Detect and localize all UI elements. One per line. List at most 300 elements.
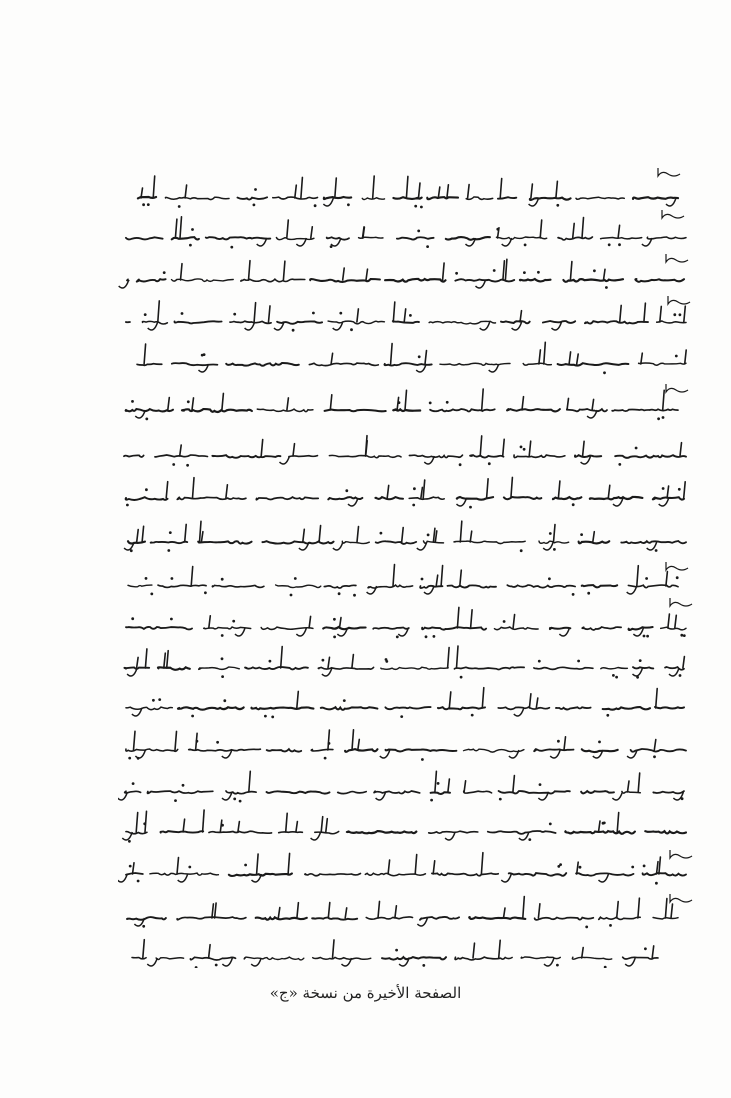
letter-stroke	[582, 218, 584, 238]
letter-stroke	[415, 855, 417, 874]
handwritten-word	[365, 873, 425, 875]
diacritic-dot	[657, 417, 660, 420]
handwritten-word	[446, 237, 490, 240]
letter-stroke	[638, 773, 640, 792]
letter-stroke	[436, 575, 438, 586]
diacritic-dot	[639, 659, 642, 662]
letter-stroke	[328, 730, 330, 750]
handwritten-word	[155, 455, 208, 457]
letter-stroke	[201, 532, 203, 542]
handwritten-word	[142, 321, 167, 324]
handwritten-word	[633, 197, 678, 199]
handwritten-word	[509, 873, 566, 876]
handwritten-word	[504, 497, 541, 499]
diacritic-dot	[644, 947, 647, 950]
handwritten-word	[226, 791, 256, 794]
letter-stroke	[529, 441, 531, 456]
letter-stroke	[663, 390, 665, 410]
letter-stroke	[269, 306, 271, 322]
letter-stroke	[433, 861, 435, 874]
letter-stroke	[577, 354, 579, 364]
handwritten-word	[558, 363, 629, 365]
diacritic-dot	[557, 740, 560, 743]
handwritten-word	[311, 749, 333, 751]
handwritten-word	[257, 409, 313, 412]
letter-stroke	[288, 853, 290, 874]
letter-stroke	[295, 185, 297, 198]
handwritten-word	[309, 363, 378, 366]
letter-stroke	[357, 527, 359, 542]
diacritic-dot	[653, 755, 656, 758]
letter-stroke	[499, 940, 501, 958]
handwritten-word	[126, 237, 163, 239]
letter-stroke	[482, 389, 484, 410]
diacritic-dot	[254, 188, 257, 191]
handwritten-word	[386, 749, 457, 751]
letter-stroke	[175, 731, 177, 750]
handwritten-word	[267, 791, 330, 793]
manuscript-line	[132, 940, 658, 968]
letter-stroke	[405, 390, 407, 410]
diacritic-dot	[520, 549, 523, 552]
diacritic-dot	[172, 463, 175, 466]
diacritic-dot	[604, 966, 607, 968]
letter-stroke	[391, 344, 393, 364]
handwritten-word	[256, 497, 318, 500]
letter-stroke	[257, 854, 259, 874]
letter-stroke	[556, 181, 558, 198]
diacritic-dot	[333, 618, 336, 621]
diacritic-dot	[618, 463, 621, 466]
diacritic-dot	[493, 269, 496, 272]
diacritic-dot	[338, 592, 341, 595]
diacritic-dot	[645, 577, 648, 580]
letter-stroke	[684, 306, 686, 322]
letter-stroke	[249, 771, 251, 792]
handwritten-word	[429, 321, 495, 324]
diacritic-dot	[631, 866, 634, 869]
handwritten-word	[427, 197, 458, 199]
letter-stroke	[226, 485, 228, 498]
letter-stroke	[137, 657, 139, 668]
letter-stroke	[145, 811, 147, 832]
diacritic-dot	[643, 865, 646, 868]
letter-stroke	[191, 567, 193, 587]
handwritten-word	[464, 791, 492, 793]
letter-stroke	[340, 618, 342, 628]
margin-note	[670, 598, 692, 606]
handwritten-word	[457, 497, 493, 500]
handwritten-word	[256, 917, 307, 919]
letter-stroke	[511, 477, 513, 498]
manuscript-line	[127, 897, 678, 929]
diacritic-dot	[559, 863, 562, 866]
diacritic-dot	[678, 488, 681, 491]
letter-stroke	[345, 908, 347, 918]
manuscript-line	[122, 810, 686, 843]
letter-stroke	[286, 813, 288, 832]
letter-descender	[251, 958, 261, 966]
letter-descender	[333, 542, 343, 550]
letter-stroke	[358, 739, 360, 750]
handwritten-word	[262, 541, 333, 543]
letter-stroke	[222, 393, 224, 410]
letter-stroke	[473, 943, 475, 958]
letter-stroke	[209, 616, 211, 628]
handwritten-word	[126, 873, 143, 875]
handwritten-word	[313, 957, 371, 959]
diacritic-dot	[662, 416, 665, 419]
diacritic-dot	[556, 204, 559, 207]
letter-stroke	[652, 946, 654, 958]
diacritic-dot	[145, 488, 148, 491]
letter-stroke	[448, 779, 450, 792]
letter-stroke	[175, 219, 177, 238]
letter-descender	[480, 322, 490, 330]
letter-stroke	[604, 269, 606, 280]
diacritic-dot	[131, 400, 134, 403]
letter-stroke	[335, 178, 337, 198]
handwritten-word	[373, 628, 409, 629]
letter-stroke	[592, 399, 594, 410]
diacritic-dot	[221, 634, 224, 637]
manuscript-line	[126, 217, 686, 249]
handwritten-word	[204, 627, 251, 629]
letter-stroke	[296, 822, 298, 833]
diacritic-dot	[244, 864, 247, 867]
diacritic-dot	[239, 800, 242, 803]
diacritic-dot	[587, 592, 590, 595]
diacritic-dot	[269, 660, 272, 663]
diacritic-dot	[662, 487, 665, 490]
handwritten-word	[520, 279, 551, 281]
letter-stroke	[378, 901, 380, 918]
letter-stroke	[447, 185, 449, 198]
handwritten-word	[647, 237, 686, 239]
handwritten-word	[127, 917, 166, 920]
handwritten-word	[238, 197, 268, 199]
diacritic-dot	[427, 534, 430, 537]
handwritten-word	[499, 791, 570, 794]
diacritic-dot	[380, 532, 383, 535]
handwritten-word	[325, 410, 386, 412]
diacritic-dot	[643, 635, 646, 638]
letter-stroke	[193, 478, 195, 498]
handwritten-word	[165, 197, 229, 199]
letter-stroke	[143, 940, 145, 958]
diacritic-dot	[579, 866, 582, 869]
diacritic-dot	[471, 714, 474, 717]
letter-stroke	[480, 436, 482, 456]
diacritic-dot	[556, 964, 559, 967]
letter-stroke	[343, 268, 345, 280]
diacritic-dot	[178, 205, 181, 208]
handwritten-word	[572, 957, 611, 959]
letter-stroke	[504, 908, 506, 918]
letter-stroke	[333, 940, 335, 958]
handwritten-word	[556, 707, 591, 709]
diacritic-dot	[145, 577, 148, 580]
handwritten-word	[429, 831, 478, 833]
handwritten-word	[488, 831, 556, 834]
letter-stroke	[435, 771, 437, 792]
manuscript-handwriting-drawing	[118, 168, 694, 968]
diacritic-dot	[189, 244, 192, 247]
diacritic-dot	[603, 371, 606, 374]
diacritic-dot	[347, 203, 350, 206]
letter-stroke	[293, 444, 295, 456]
handwritten-word	[409, 455, 462, 457]
handwritten-word	[209, 831, 272, 833]
letter-descender	[544, 958, 554, 966]
diacritic-dot	[152, 699, 155, 702]
letter-stroke	[539, 350, 541, 364]
letter-stroke	[203, 810, 205, 832]
letter-stroke	[500, 179, 502, 199]
letter-stroke	[209, 945, 211, 958]
diacritic-dot	[187, 400, 190, 403]
handwritten-word	[603, 707, 650, 710]
letter-stroke	[309, 616, 311, 628]
handwritten-word	[581, 791, 614, 793]
handwritten-word	[601, 668, 628, 669]
handwritten-word	[189, 749, 261, 751]
handwritten-word	[495, 627, 539, 630]
diacritic-dot	[128, 757, 131, 760]
handwritten-word	[420, 917, 459, 920]
letter-stroke	[166, 482, 168, 498]
diacritic-dot	[577, 660, 580, 663]
handwritten-word	[381, 667, 448, 669]
handwritten-word	[212, 585, 264, 587]
handwritten-word	[621, 541, 686, 543]
diacritic-dot	[460, 676, 463, 679]
handwritten-word	[244, 957, 304, 960]
handwritten-word	[132, 958, 146, 959]
diacritic-dot	[314, 204, 317, 207]
diacritic-dot	[572, 503, 575, 506]
handwritten-word	[324, 197, 351, 199]
handwritten-word	[347, 831, 416, 833]
letter-stroke	[254, 303, 256, 322]
diacritic-dot	[181, 312, 184, 315]
handwritten-word	[507, 585, 575, 588]
letter-stroke	[471, 610, 473, 628]
letter-stroke	[641, 353, 643, 364]
page-caption: الصفحة الأخيرة من نسخة «ج»	[269, 984, 462, 1002]
letter-stroke	[352, 655, 354, 669]
handwritten-word	[375, 497, 403, 499]
handwritten-word	[251, 707, 313, 709]
handwritten-word	[276, 238, 314, 240]
letter-stroke	[137, 530, 139, 542]
handwritten-word	[563, 279, 623, 282]
letter-stroke	[301, 177, 303, 198]
letter-stroke	[328, 903, 330, 918]
diacritic-dot	[539, 783, 542, 786]
handwritten-word	[226, 363, 299, 366]
diacritic-dot	[385, 658, 388, 661]
handwritten-word	[318, 667, 373, 669]
diacritic-dot	[204, 591, 207, 594]
diacritic-dot	[158, 698, 161, 701]
handwritten-word	[124, 455, 144, 457]
letter-stroke	[134, 731, 136, 750]
manuscript-line	[126, 607, 686, 638]
manuscript-line	[119, 259, 684, 289]
letter-stroke	[283, 261, 285, 280]
handwritten-word	[470, 455, 503, 457]
handwritten-word	[496, 237, 546, 239]
letter-stroke	[441, 566, 443, 586]
diacritic-dot	[145, 418, 148, 421]
margin-note	[668, 296, 690, 304]
handwritten-word	[321, 707, 378, 710]
diacritic-dot	[188, 866, 191, 869]
handwritten-word	[212, 455, 280, 458]
diacritic-dot	[488, 462, 491, 465]
handwritten-word	[455, 667, 525, 669]
diacritic-dot	[398, 401, 401, 404]
diacritic-dot	[170, 618, 173, 621]
diacritic-dot	[221, 824, 224, 827]
letter-stroke	[522, 397, 524, 410]
letter-stroke	[167, 651, 169, 668]
letter-stroke	[153, 176, 155, 198]
handwritten-word	[126, 409, 173, 411]
handwritten-word	[172, 363, 218, 365]
handwritten-manuscript-image	[118, 168, 694, 968]
letter-descender	[235, 628, 245, 636]
letter-descender	[147, 958, 157, 966]
letter-stroke	[618, 225, 620, 238]
letter-stroke	[599, 821, 601, 832]
letter-descender	[445, 832, 455, 840]
letter-stroke	[328, 657, 330, 668]
letter-stroke	[180, 217, 182, 238]
letter-stroke	[523, 897, 525, 919]
letter-stroke	[529, 694, 531, 708]
diacritic-dot	[167, 549, 170, 552]
letter-stroke	[330, 395, 332, 410]
letter-stroke	[421, 487, 423, 498]
letter-stroke	[582, 948, 584, 959]
letter-stroke	[573, 223, 575, 238]
letter-stroke	[482, 688, 484, 708]
letter-stroke	[683, 657, 685, 668]
diacritic-dot	[412, 504, 415, 507]
diacritic-dot	[655, 882, 658, 885]
letter-stroke	[666, 572, 668, 587]
letter-stroke	[185, 524, 187, 542]
letter-stroke	[136, 813, 138, 832]
handwritten-word	[376, 541, 417, 544]
handwritten-word	[615, 455, 686, 458]
manuscript-line	[118, 771, 684, 802]
letter-stroke	[366, 269, 368, 280]
diacritic-dot	[171, 577, 174, 580]
handwritten-word	[530, 198, 571, 200]
handwritten-word	[635, 279, 684, 282]
margin-note	[658, 168, 680, 176]
letter-descender	[514, 708, 524, 716]
letter-descender	[550, 750, 560, 758]
letter-stroke	[449, 692, 451, 708]
handwritten-word	[366, 917, 412, 919]
letter-stroke	[181, 264, 183, 280]
letter-descender	[613, 498, 623, 506]
diacritic-dot	[126, 504, 129, 507]
diacritic-dot	[345, 489, 348, 492]
handwritten-word	[199, 667, 240, 669]
diacritic-dot	[216, 741, 219, 744]
handwritten-word	[382, 957, 446, 960]
handwritten-word	[241, 279, 305, 281]
handwritten-word	[342, 541, 369, 543]
handwritten-word	[393, 197, 421, 199]
letter-stroke	[620, 305, 622, 322]
diacritic-dot	[430, 799, 433, 802]
diacritic-dot	[615, 676, 618, 679]
diacritic-dot	[142, 203, 145, 206]
handwritten-word	[174, 321, 221, 323]
letter-descender	[178, 874, 188, 882]
manuscript-line	[126, 688, 684, 719]
letter-stroke	[554, 525, 556, 543]
letter-stroke	[644, 303, 646, 322]
diacritic-dot	[593, 269, 596, 272]
diacritic-dot	[580, 533, 583, 536]
margin-note	[670, 850, 692, 858]
diacritic-dot	[186, 464, 189, 467]
letter-stroke	[505, 259, 507, 280]
letter-stroke	[395, 906, 397, 918]
diacritic-dot	[163, 271, 166, 274]
letter-stroke	[656, 689, 658, 709]
handwritten-word	[639, 363, 686, 365]
letter-stroke	[675, 615, 677, 628]
letter-stroke	[297, 903, 299, 918]
letter-stroke	[660, 306, 662, 322]
diacritic-dot	[414, 205, 417, 208]
diacritic-dot	[523, 448, 526, 451]
handwritten-word	[523, 363, 551, 365]
diacritic-dot	[221, 657, 224, 660]
handwritten-word	[156, 958, 184, 960]
manuscript-line	[137, 342, 686, 374]
letter-stroke	[567, 398, 569, 410]
handwritten-word	[534, 749, 573, 751]
handwritten-word	[655, 707, 684, 709]
diacritic-dot	[609, 924, 612, 927]
letter-stroke	[319, 526, 321, 543]
handwritten-word	[374, 791, 420, 794]
letter-stroke	[352, 730, 354, 750]
letter-stroke	[617, 813, 619, 833]
diacritic-dot	[673, 313, 676, 316]
letter-stroke	[168, 398, 170, 411]
diacritic-dot	[635, 447, 638, 450]
letter-stroke	[321, 817, 323, 832]
handwritten-word	[565, 831, 635, 834]
handwritten-word	[582, 585, 618, 587]
diacritic-dot	[549, 532, 552, 535]
diacritic-dot	[549, 823, 552, 826]
diacritic-dot	[553, 548, 556, 551]
letter-descender	[311, 832, 321, 840]
letter-stroke	[503, 261, 505, 280]
handwritten-word	[440, 363, 510, 365]
